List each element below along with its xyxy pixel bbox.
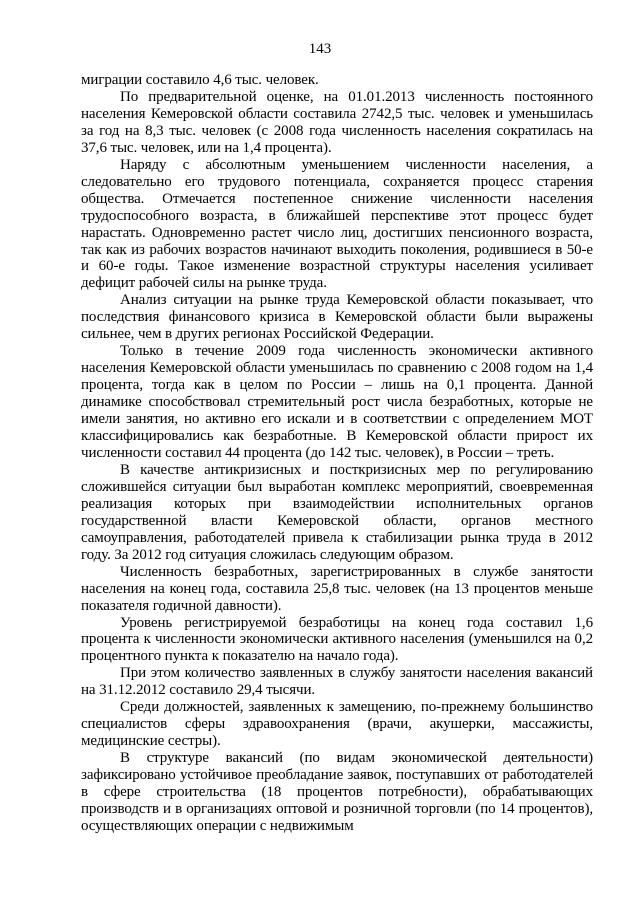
paragraph: Наряду с абсолютным уменьшением численности населения, а следовательно его трудового потенциала, сохраняется процесс старения общества. Отмечается постепенное снижение численности населения трудоспособного возраста, в ближайшей перспективе этот процесс будет нарастать. Одновременно растет число лиц, достигших пенсионного возраста, так как из рабочих возрастов начинают выходить поколения, родившиеся в 50-е и 60-е годы. Такое изменение возрастной структуры населения усиливает дефицит рабочей силы на рынке труда. bbox=[81, 156, 593, 292]
paragraph: Среди должностей, заявленных к замещению, по-прежнему большинство специалистов сферы здравоохранения (врачи, акушерки, массажисты, медицинские сестры). bbox=[81, 699, 593, 750]
paragraph: В качестве антикризисных и посткризисных мер по регулированию сложившейся ситуации был выработан комплекс мероприятий, своевременная реализация которых при взаимодействии исполнительных органов государственной власти Кемеровской области, органов местного самоуправления, работодателей привела к стабилизации рынка труда в 2012 году. За 2012 год ситуация сложилась следующим образом. bbox=[81, 461, 593, 563]
document-body bbox=[81, 72, 593, 835]
paragraph: Уровень регистрируемой безработицы на конец года составил 1,6 процента к численности экономически активного населения (уменьшился на 0,2 процентного пункта к показателю на начало года). bbox=[81, 614, 593, 665]
paragraph: При этом количество заявленных в службу занятости населения вакансий на 31.12.2012 составило 29,4 тысячи. bbox=[81, 665, 593, 699]
paragraph: По предварительной оценке, на 01.01.2013 численность постоянного населения Кемеровской области составила 2742,5 тыс. человек и уменьшилась за год на 8,3 тыс. человек (с 2008 года численность населения сократилась на 37,6 тыс. человек, или на 1,4 процента). bbox=[81, 88, 593, 156]
paragraph: Анализ ситуации на рынке труда Кемеровской области показывает, что последствия финансового кризиса в Кемеровской области были выражены сильнее, чем в других регионах Российской Федерации. bbox=[81, 292, 593, 343]
paragraph: В структуре вакансий (по видам экономической деятельности) зафиксировано устойчивое преобладание заявок, поступавших от работодателей в сфере строительства (18 процентов потребности), обрабатывающих производств и в организациях оптовой и розничной торговли (по 14 процентов), осуществляющих операции с недвижимым bbox=[81, 750, 593, 834]
paragraph: Только в течение 2009 года численность экономически активного населения Кемеровской области уменьшилась по сравнению с 2008 годом на 1,4 процента, тогда как в целом по России – лишь на 0,1 процента. Данной динамике способствовал стремительный рост числа безработных, которые не имели занятия, но активно его искали и в соответствии с определением МОТ классифицировались как безработные. В Кемеровской области прирост их численности составил 44 процента (до 142 тыс. человек), в России – треть. bbox=[81, 343, 593, 461]
paragraph: Численность безработных, зарегистрированных в службе занятости населения на конец года, составила 25,8 тыс. человек (на 13 процентов меньше показателя годичной давности). bbox=[81, 563, 593, 614]
paragraph: миграции составило 4,6 тыс. человек. bbox=[81, 72, 319, 88]
page-number: 143 bbox=[308, 41, 332, 57]
